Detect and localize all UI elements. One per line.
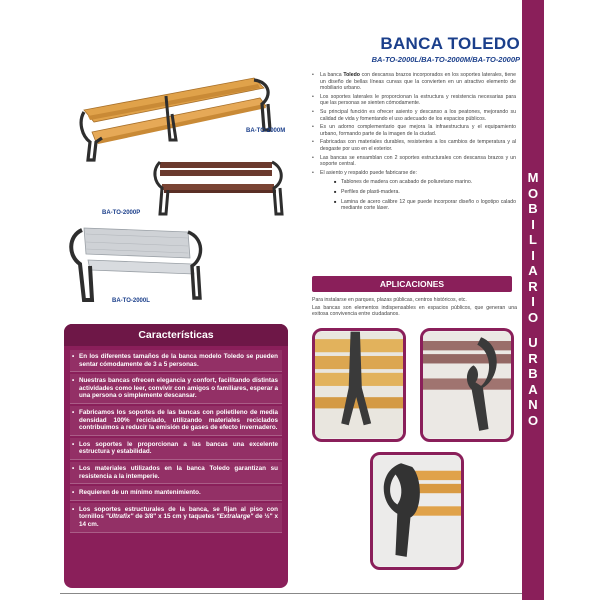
bullet-bold: Toledo (343, 72, 360, 78)
label-bench-2000l: BA-TO-2000L (112, 298, 150, 304)
feature-text: de 3/8" x 15 cm y taquetes (133, 513, 217, 521)
photo-wood-bench-side (312, 328, 406, 442)
bench-2000p-image (150, 158, 290, 218)
side-letter: A (528, 263, 538, 278)
features-list (70, 350, 282, 535)
feature-item (70, 503, 282, 533)
side-letter: N (528, 397, 538, 412)
feature-item (70, 350, 282, 372)
bench-2000l-image (66, 222, 206, 304)
feature-text: En los diferentes tamaños de la banca modelo (79, 353, 224, 360)
photo-wood-bench-side-image (315, 331, 403, 439)
feature-emphasis: "Ultrafix" (105, 513, 134, 521)
feature-item (70, 462, 282, 484)
label-bench-2000m: BA-TO-2000M (246, 128, 286, 134)
side-letter: M (527, 170, 539, 185)
side-letter: R (528, 350, 538, 366)
description-item: • Su principal función es ofrecer asiento y descanso a los peatones, mejorando su calidad de vida y fomentando el uso adecuado de los espacios públicos. (312, 109, 516, 122)
description-list (312, 72, 516, 215)
feature-item: • Nuestras bancas ofrecen elegancia y confort, facilitando distintas actividades como leer, convivir con amigos o familiares, esperar a una persona o simplemente descansar. (70, 374, 282, 404)
feature-item: • Fabricamos los soportes de las bancas con polietileno de media densidad 100% reciclado, utilizando materiales reciclados contribuimos a reducir la emisión de gases de efecto invernadero. (70, 406, 282, 436)
material-item: ■ Perfiles de plasti-madera. (334, 189, 516, 196)
side-letter: L (529, 232, 537, 247)
feature-text: de ½" x 14 cm. (79, 513, 278, 528)
applications-header: APLICACIONES (312, 276, 512, 292)
side-letter: R (528, 278, 538, 294)
side-letter: I (531, 216, 535, 232)
side-letter: I (531, 294, 535, 309)
feature-item: • Los soportes le proporcionan a las bancas una excelente estructura y estabilidad. (70, 438, 282, 460)
side-letter: B (528, 366, 538, 381)
description-item (312, 170, 516, 212)
bench-2000m-image (74, 70, 274, 162)
description-item: • Las bancas se ensamblan con 2 soportes estructurales con descansa brazos y un soporte central. (312, 155, 516, 168)
feature-text: garantizan su resistencia a la intemperie. (79, 464, 278, 480)
side-letter: I (531, 247, 535, 263)
feature-item: • Requieren de un mínimo mantenimiento. (70, 486, 282, 501)
description-item (312, 72, 516, 92)
page-title: BANCA TOLEDO (380, 34, 520, 53)
applications-text: Para instalarse en parques, plazas públicas, centros históricos, etc. (312, 297, 467, 303)
material-item: ■ Tablones de madera con acabado de poliuretano marino. (334, 179, 516, 186)
photo-bench-support-detail-image (373, 455, 461, 567)
side-letter: O (527, 412, 539, 428)
side-banner-text (525, 170, 541, 428)
bullet-text: La banca (320, 72, 344, 78)
bullet-text: con descansa brazos incorporados en los soportes laterales, tiene un diseño de bellas líneas curvas que la convierten en un atractivo elemento de mobiliario urbano. (320, 72, 516, 92)
model-codes: BA-TO-2000L/BA-TO-2000M/BA-TO-2000P (371, 55, 520, 64)
bottom-divider (60, 593, 522, 594)
photo-bench-armrest (420, 328, 514, 442)
side-letter: U (528, 335, 538, 350)
feature-bold: Toledo (223, 353, 244, 360)
feature-text: se pueden sentar cómodamente de 3 a 5 personas. (79, 353, 278, 368)
material-item: ■ Lamina de acero calibre 12 que puede incorporar diseño o logotipo calado mediante corte láser. (334, 199, 516, 212)
side-letter: B (528, 201, 538, 216)
feature-bold: Toledo (209, 464, 230, 472)
label-bench-2000p: BA-TO-2000P (102, 210, 141, 216)
features-header: Características (64, 324, 288, 346)
photo-bench-armrest-image (423, 331, 511, 439)
photo-bench-support-detail (370, 452, 464, 570)
description-item: • Es un adorno complementario que mejora la infraestructura y el equipamiento urbano, formando parte de la imagen de la ciudad. (312, 124, 516, 137)
feature-text: Los soportes estructurales de la banca, se fijan al piso con tornillos (79, 505, 278, 521)
side-letter: O (527, 185, 539, 201)
feature-emphasis: "Extralarge" (216, 513, 254, 521)
feature-text: Los materiales utilizados en la banca (79, 464, 210, 472)
applications-text: Las bancas son elementos indispensables en espacios públicos, que generan una exitosa convivencia entre ciudadanos. (312, 305, 517, 318)
bullet-text: El asiento y respaldo puede fabricarse de: (320, 169, 417, 176)
description-item: • Los soportes laterales le proporcionan la estructura y resistencia necesarias para que las personas se sienten cómodamente. (312, 94, 516, 107)
materials-list (334, 179, 516, 211)
description-item: • Fabricadas con materiales durables, resistentes a los cambios de temperatura y al desgaste por uso en el exterior. (312, 139, 516, 152)
side-letter: A (528, 381, 538, 397)
side-letter: O (527, 309, 539, 325)
